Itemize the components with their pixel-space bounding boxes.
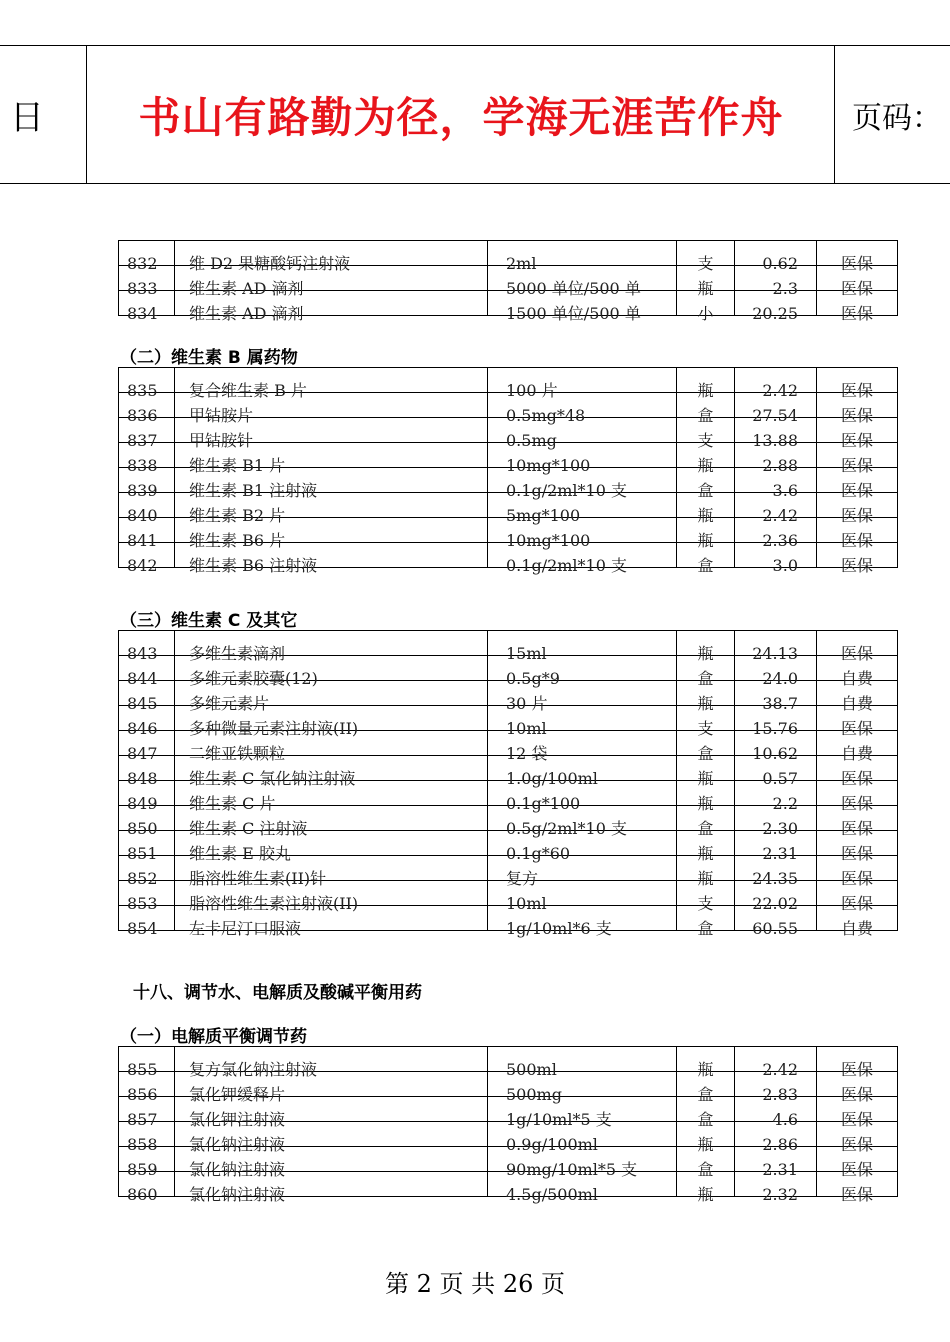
cell-drug-name-text: 氯化钠注射液 [189,1185,286,1204]
cell-price [735,631,817,663]
cell-unit-text: 盒 [697,744,714,763]
cell-insurance-category-text: 医保 [840,556,873,575]
cell-price-text: 2.83 [762,1085,798,1104]
cell-specification-text: 0.9g/100ml [506,1135,598,1154]
cell-number-text: 851 [127,844,158,863]
cell-price-text: 2.42 [762,1060,798,1079]
cell-insurance-category-text: 医保 [840,869,873,888]
cell-unit-text: 瓶 [697,844,714,863]
cell-drug-name-text: 维生素 AD 滴剂 [189,279,304,298]
cell-price-text: 2.86 [762,1135,798,1154]
cell-specification-text: 100 片 [506,381,558,400]
footer-mid: 页 共 [439,1270,496,1298]
cell-specification-text: 500mg [506,1085,562,1104]
cell-price-text: 3.0 [772,556,798,575]
cell-unit-text: 瓶 [697,1185,714,1204]
cell-drug-name-text: 维生素 B2 片 [189,506,286,525]
cell-insurance-category-text: 医保 [840,431,873,450]
cell-unit-text: 支 [697,431,714,450]
cell-number-text: 856 [127,1085,158,1104]
cell-insurance-category-text: 医保 [840,304,873,323]
cell-unit-text: 支 [697,254,714,273]
drug-table-electrolyte [118,1046,898,1204]
cell-number-text: 843 [127,644,158,663]
cell-price-text: 2.88 [762,456,798,475]
cell-insurance-category-text: 医保 [840,1185,873,1204]
cell-specification-text: 10mg*100 [506,456,591,475]
cell-number-text: 859 [127,1160,158,1179]
cell-specification-text: 10mg*100 [506,531,591,550]
cell-price-text: 2.31 [762,844,798,863]
cell-specification-text: 90mg/10ml*5 支 [506,1160,638,1179]
cell-number-text: 860 [127,1185,158,1204]
cell-number [119,1047,175,1079]
cell-price-text: 22.02 [752,894,798,913]
cell-specification-text: 500ml [506,1060,557,1079]
cell-price-text: 2.32 [762,1185,798,1204]
cell-price-text: 2.42 [762,506,798,525]
cell-specification-text: 1g/10ml*6 支 [506,919,612,938]
cell-unit-text: 支 [697,719,714,738]
cell-drug-name-text: 维生素 C 氯化钠注射液 [189,769,356,788]
cell-insurance-category-text: 医保 [840,406,873,425]
section-title-electrolyte: （一）电解质平衡调节药 [120,1027,307,1047]
cell-insurance-category-text: 医保 [840,1060,873,1079]
cell-insurance-category-text: 医保 [840,794,873,813]
cell-drug-name-text: 维生素 B1 注射液 [189,481,318,500]
cell-specification-text: 5mg*100 [506,506,581,525]
cell-unit-text: 盒 [697,556,714,575]
header-motto: 书山有路勤为径，学海无涯苦作舟 [138,92,784,142]
cell-specification [488,631,677,663]
cell-specification-text: 复方 [506,869,539,888]
cell-drug-name-text: 多维元素胶囊(12) [189,669,318,688]
cell-unit-text: 瓶 [697,456,714,475]
cell-number-text: 849 [127,794,158,813]
cell-drug-name-text: 氯化钾注射液 [189,1110,286,1129]
cell-unit-text: 瓶 [697,869,714,888]
cell-unit-text: 瓶 [697,1135,714,1154]
cell-unit-text: 盒 [697,406,714,425]
cell-number-text: 857 [127,1110,158,1129]
header-date-fragment: 日 [10,98,44,138]
cell-specification-text: 0.1g*100 [506,794,581,813]
cell-insurance-category-text: 医保 [840,819,873,838]
cell-number [119,241,175,273]
cell-specification-text: 1g/10ml*5 支 [506,1110,612,1129]
cell-insurance-category-text: 医保 [840,481,873,500]
cell-number-text: 839 [127,481,158,500]
cell-number-text: 833 [127,279,158,298]
cell-number-text: 841 [127,531,158,550]
cell-unit-text: 盒 [697,1160,714,1179]
cell-insurance-category-text: 医保 [840,1110,873,1129]
cell-insurance-category [817,631,898,663]
cell-price-text: 4.6 [772,1110,798,1129]
cell-drug-name-text: 多种微量元素注射液(II) [189,719,359,738]
cell-number-text: 834 [127,304,158,323]
cell-drug-name-text: 维生素 C 注射液 [189,819,308,838]
cell-unit [677,241,735,273]
cell-price-text: 2.31 [762,1160,798,1179]
cell-number-text: 832 [127,254,158,273]
cell-number-text: 850 [127,819,158,838]
cell-number-text: 840 [127,506,158,525]
cell-unit [677,631,735,663]
cell-price-text: 10.62 [752,744,798,763]
cell-price-text: 2.36 [762,531,798,550]
cell-number-text: 846 [127,719,158,738]
cell-specification-text: 0.5mg [506,431,557,450]
cell-specification-text: 12 袋 [506,744,548,763]
cell-number-text: 837 [127,431,158,450]
cell-insurance-category-text: 医保 [840,456,873,475]
cell-insurance-category-text: 自费 [840,669,873,688]
cell-drug-name-text: 维生素 B1 片 [189,456,286,475]
cell-drug-name-text: 维生素 B6 片 [189,531,286,550]
cell-unit-text: 瓶 [697,506,714,525]
cell-unit-text: 小 [697,304,714,323]
cell-unit [677,368,735,400]
cell-unit-text: 盒 [697,669,714,688]
cell-price [735,1047,817,1079]
cell-specification-text: 0.5g/2ml*10 支 [506,819,627,838]
cell-drug-name-text: 氯化钾缓释片 [189,1085,286,1104]
cell-insurance-category-text: 医保 [840,254,873,273]
cell-number-text: 845 [127,694,158,713]
cell-number-text: 844 [127,669,158,688]
cell-insurance-category-text: 医保 [840,531,873,550]
table-row [119,241,898,266]
cell-price-text: 38.7 [762,694,798,713]
cell-price-text: 15.76 [752,719,798,738]
cell-unit-text: 盒 [697,481,714,500]
cell-number-text: 838 [127,456,158,475]
cell-drug-name [175,1047,488,1079]
cell-specification [488,368,677,400]
cell-specification-text: 0.1g/2ml*10 支 [506,556,627,575]
footer-prefix: 第 [384,1270,409,1298]
cell-price-text: 3.6 [772,481,798,500]
cell-insurance-category-text: 医保 [840,1135,873,1154]
cell-price-text: 24.13 [752,644,798,663]
cell-insurance-category-text: 医保 [840,279,873,298]
cell-drug-name-text: 维生素 B6 注射液 [189,556,318,575]
cell-unit-text: 瓶 [697,1060,714,1079]
cell-unit-text: 瓶 [697,279,714,298]
page-footer [0,1264,950,1299]
cell-specification-text: 2ml [506,254,537,273]
cell-insurance-category [817,1047,898,1079]
footer-total-pages: 26 [502,1270,534,1298]
cell-price-text: 20.25 [752,304,798,323]
cell-number-text: 848 [127,769,158,788]
footer-current-page: 2 [416,1270,432,1298]
cell-price-text: 0.62 [762,254,798,273]
cell-specification-text: 15ml [506,644,547,663]
header-date-cell [0,46,87,183]
cell-insurance-category-text: 医保 [840,844,873,863]
cell-unit-text: 瓶 [697,794,714,813]
section-title-vitamin-c: （三）维生素 C 及其它 [120,611,298,631]
cell-insurance-category-text: 医保 [840,1160,873,1179]
cell-drug-name-text: 甲钴胺片 [189,406,254,425]
cell-number [119,368,175,400]
cell-insurance-category-text: 医保 [840,1085,873,1104]
cell-specification-text: 0.5mg*48 [506,406,586,425]
cell-insurance-category-text: 医保 [840,644,873,663]
cell-unit-text: 盒 [697,1085,714,1104]
cell-drug-name-text: 二维亚铁颗粒 [189,744,286,763]
cell-unit [677,1047,735,1079]
drug-table-vitamin-ad [118,240,898,323]
cell-price-text: 2.3 [772,279,798,298]
cell-drug-name-text: 多维元素片 [189,694,270,713]
table-row [119,1047,898,1072]
cell-drug-name [175,631,488,663]
cell-insurance-category-text: 医保 [840,894,873,913]
table-row [119,631,898,656]
cell-insurance-category [817,368,898,400]
cell-specification-text: 0.5g*9 [506,669,560,688]
cell-unit-text: 支 [697,894,714,913]
drug-table-vitamin-c [118,630,898,938]
cell-number-text: 852 [127,869,158,888]
cell-price-text: 24.0 [762,669,798,688]
cell-drug-name-text: 维生素 AD 滴剂 [189,304,304,323]
cell-drug-name-text: 左卡尼汀口服液 [189,919,302,938]
cell-unit-text: 盒 [697,919,714,938]
cell-specification-text: 1.0g/100ml [506,769,598,788]
section-title-vitamin-b: （二）维生素 B 属药物 [120,348,298,368]
table-row [119,368,898,393]
cell-price-text: 60.55 [752,919,798,938]
cell-unit-text: 盒 [697,1110,714,1129]
cell-specification-text: 0.1g*60 [506,844,571,863]
cell-number-text: 854 [127,919,158,938]
cell-price-text: 13.88 [752,431,798,450]
cell-insurance-category-text: 自费 [840,694,873,713]
cell-price-text: 2.42 [762,381,798,400]
cell-number-text: 835 [127,381,158,400]
cell-drug-name [175,241,488,273]
cell-number-text: 836 [127,406,158,425]
cell-drug-name-text: 维生素 E 胶丸 [189,844,291,863]
cell-price-text: 2.2 [772,794,798,813]
cell-number-text: 858 [127,1135,158,1154]
cell-insurance-category-text: 自费 [840,744,873,763]
cell-number-text: 847 [127,744,158,763]
footer-suffix: 页 [541,1270,566,1298]
cell-drug-name [175,368,488,400]
cell-unit-text: 瓶 [697,381,714,400]
cell-price-text: 0.57 [762,769,798,788]
cell-drug-name-text: 复方氯化钠注射液 [189,1060,318,1079]
cell-unit-text: 瓶 [697,644,714,663]
cell-insurance-category-text: 医保 [840,719,873,738]
cell-insurance-category-text: 医保 [840,506,873,525]
cell-unit-text: 瓶 [697,769,714,788]
cell-insurance-category-text: 医保 [840,769,873,788]
cell-insurance-category [817,241,898,273]
cell-specification-text: 0.1g/2ml*10 支 [506,481,627,500]
cell-insurance-category-text: 自费 [840,919,873,938]
header-motto-cell [88,46,835,183]
cell-drug-name-text: 复合维生素 B 片 [189,381,307,400]
cell-specification-text: 10ml [506,894,547,913]
cell-unit-text: 盒 [697,819,714,838]
cell-specification-text: 30 片 [506,694,548,713]
cell-specification-text: 5000 单位/500 单 [506,279,641,298]
cell-price-text: 24.35 [752,869,798,888]
cell-specification-text: 4.5g/500ml [506,1185,598,1204]
cell-drug-name-text: 脂溶性维生素注射液(II) [189,894,359,913]
cell-drug-name-text: 多维生素滴剂 [189,644,286,663]
cell-number-text: 853 [127,894,158,913]
header-page-cell [836,46,950,183]
cell-specification [488,241,677,273]
cell-drug-name-text: 甲钴胺针 [189,431,254,450]
cell-specification-text: 10ml [506,719,547,738]
cell-number-text: 842 [127,556,158,575]
cell-drug-name-text: 维生素 C 片 [189,794,276,813]
cell-number-text: 855 [127,1060,158,1079]
cell-drug-name-text: 氯化钠注射液 [189,1135,286,1154]
cell-unit-text: 瓶 [697,531,714,550]
header-page-label: 页码： [852,100,942,136]
cell-price [735,368,817,400]
cell-specification-text: 1500 单位/500 单 [506,304,641,323]
cell-drug-name-text: 维 D2 果糖酸钙注射液 [189,254,351,273]
cell-specification [488,1047,677,1079]
cell-price [735,241,817,273]
drug-table-vitamin-b [118,367,898,575]
cell-unit-text: 瓶 [697,694,714,713]
cell-price-text: 27.54 [752,406,798,425]
cell-number [119,631,175,663]
cell-drug-name-text: 氯化钠注射液 [189,1160,286,1179]
page-header [0,45,950,184]
cell-drug-name-text: 脂溶性维生素(II)针 [189,869,327,888]
chapter-title-18: 十八、调节水、电解质及酸碱平衡用药 [133,983,422,1003]
cell-insurance-category-text: 医保 [840,381,873,400]
cell-price-text: 2.30 [762,819,798,838]
